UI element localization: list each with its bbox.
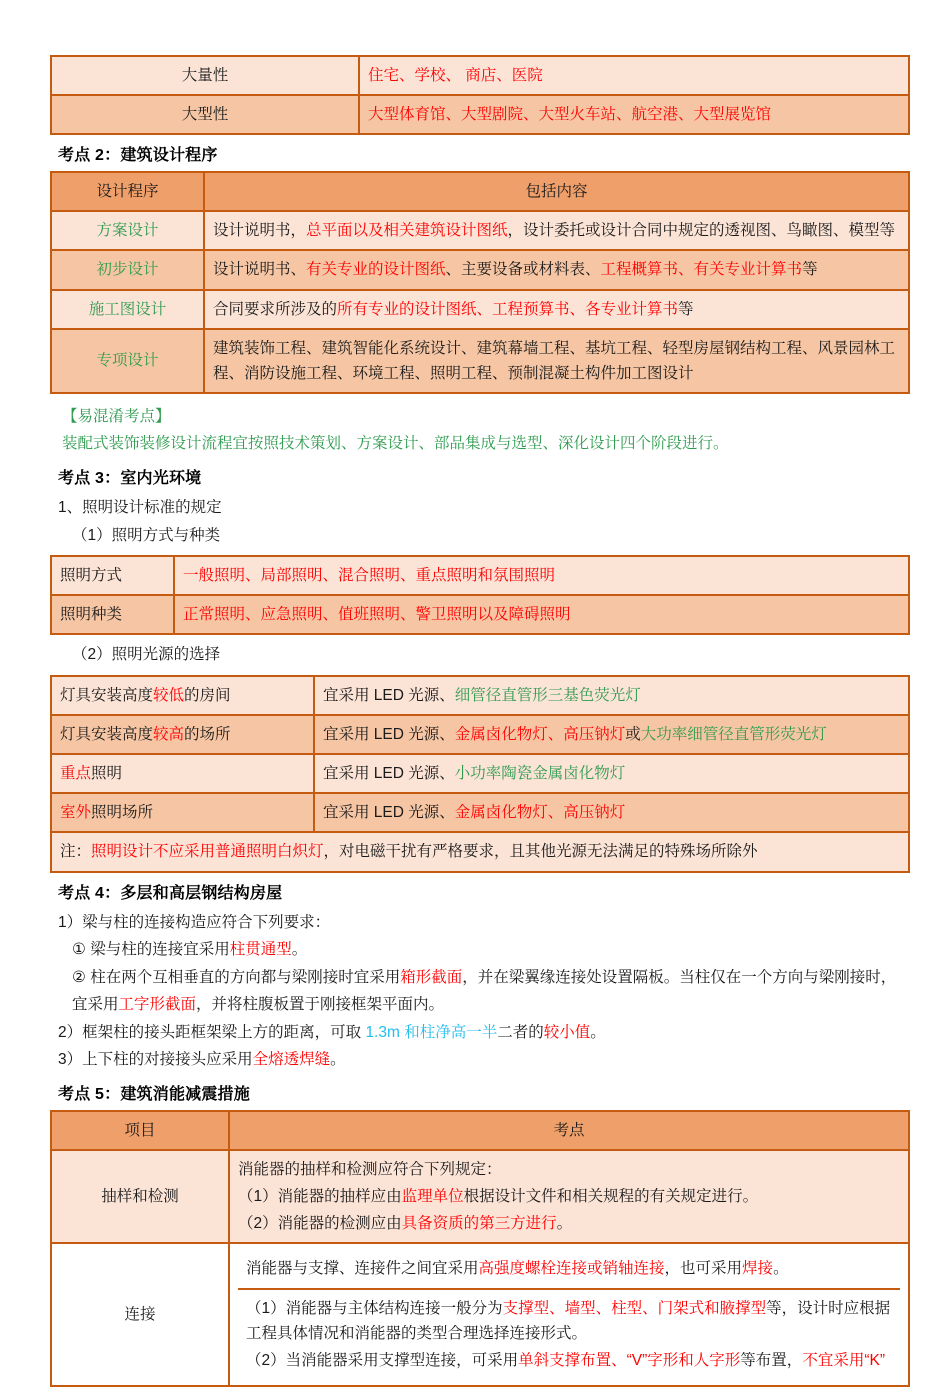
table-row [51, 1150, 909, 1243]
building-scale-table [50, 55, 910, 135]
light-source-label-accent: 重点照明 [51, 754, 314, 793]
light-source-label-low-mount: 灯具安装高度较低的房间 [51, 676, 314, 715]
procedure-label-special: 专项设计 [51, 329, 204, 393]
table-row [51, 250, 909, 289]
table-row [51, 329, 909, 393]
light-source-content-low-mount: 宜采用 LED 光源、细管径直管形三基色荧光灯 [314, 676, 909, 715]
lighting-mode-table [50, 555, 910, 635]
lighting-type-content: 正常照明、应急照明、值班照明、警卫照明以及障碍照明 [174, 595, 909, 634]
table-row [51, 715, 909, 754]
damper-content-sampling: 消能器的抽样和检测应符合下列规定： （1）消能器的抽样应由监理单位根据设计文件和相关规程的有关规定进行。 （2）消能器的检测应由具备资质的第三方进行。 [229, 1150, 909, 1243]
procedure-label-preliminary: 初步设计 [51, 250, 204, 289]
procedure-label-construction-drawing: 施工图设计 [51, 290, 204, 329]
table-row [51, 676, 909, 715]
spacer [50, 394, 910, 403]
column-header-procedure: 设计程序 [51, 172, 204, 211]
light-source-note: 注：照明设计不应采用普通照明白炽灯，对电磁干扰有严格要求，且其他光源无法满足的特殊场所除外 [51, 832, 909, 871]
procedure-content-scheme: 设计说明书，总平面以及相关建筑设计图纸，设计委托或设计合同中规定的透视图、鸟瞰图、模型等 [204, 211, 909, 250]
heading-kaodian-3: 考点 3：室内光环境 [58, 470, 202, 488]
steel-paragraph-5: 3）上下柱的对接接头应采用全熔透焊缝。 [58, 1051, 346, 1069]
column-header-exam-point: 考点 [229, 1111, 909, 1150]
steel-paragraph-4: 2）框架柱的接头距框架梁上方的距离，可取 1.3m 和柱净高一半二者的较小值。 [58, 1023, 606, 1041]
steel-paragraph-1: 1）梁与柱的连接构造应符合下列要求： [58, 913, 331, 931]
lighting-mode-table-body [51, 556, 909, 634]
design-procedure-table [50, 171, 910, 394]
light-source-content-accent: 宜采用 LED 光源、小功率陶瓷金属卤化物灯 [314, 754, 909, 793]
heading-kaodian-5: 考点 5：建筑消能减震措施 [58, 1086, 250, 1103]
damper-label-sampling: 抽样和检测 [51, 1150, 229, 1243]
table-row [51, 56, 909, 95]
light-source-table [50, 675, 910, 873]
table-row [51, 556, 909, 595]
damper-label-connection: 连接 [51, 1243, 229, 1385]
procedure-label-scheme: 方案设计 [51, 211, 204, 250]
scale-label-large: 大型性 [51, 95, 359, 134]
lighting-type-label: 照明种类 [51, 595, 174, 634]
procedure-content-construction-drawing: 合同要求所涉及的所有专业的设计图纸、工程预算书、各专业计算书等 [204, 290, 909, 329]
table-row [51, 754, 909, 793]
light-source-label-outdoor: 室外照明场所 [51, 793, 314, 832]
lighting-mode-label: 照明方式 [51, 556, 174, 595]
table-row [51, 290, 909, 329]
table-row [51, 1243, 909, 1385]
light-source-selection-line: （2）照明光源的选择 [72, 646, 221, 664]
light-source-table-body [51, 676, 909, 872]
confusable-points-text: 装配式装饰装修设计流程宜按照技术策划、方案设计、部品集成与选型、深化设计四个阶段进行。 [62, 435, 729, 453]
column-header-contents: 包括内容 [204, 172, 909, 211]
damper-measures-table [50, 1110, 910, 1387]
lighting-standard-line: 1、照明设计标准的规定 [58, 499, 222, 517]
steel-paragraph-2: ① 梁与柱的连接宜采用柱贯通型。 [72, 941, 308, 959]
steel-paragraph-3: ② 柱在两个互相垂直的方向都与梁刚接时宜采用箱形截面，并在梁翼缘连接处设置隔板。当柱仅在一个方向与梁刚接时，宜采用工字形截面，并将柱腹板置于刚接框架平面内。 [72, 968, 897, 1014]
scale-examples-large: 大型体育馆、大型剧院、大型火车站、航空港、大型展览馆 [359, 95, 909, 134]
heading-kaodian-2: 考点 2：建筑设计程序 [58, 147, 218, 165]
table-row [51, 793, 909, 832]
damper-content-connection: 消能器与支撑、连接件之间宜采用高强度螺栓连接或销轴连接，也可采用焊接。 （1）消能器与主体结构连接一般分为支撑型、墙型、柱型、门架式和腋撑型等，设计时应根据工程具体情况和消能器的类型合理选择连接形式。 （2）当消能器采用支撑型连接，可采用单斜支撑布置、“V”字形和人字形等布置，不宜采用“K” [229, 1243, 909, 1385]
building-scale-table-body [51, 56, 909, 134]
column-header-item: 项目 [51, 1111, 229, 1150]
lighting-mode-content: 一般照明、局部照明、混合照明、重点照明和氛围照明 [174, 556, 909, 595]
table-row-note [51, 832, 909, 871]
procedure-content-special: 建筑装饰工程、建筑智能化系统设计、建筑幕墙工程、基坑工程、轻型房屋钢结构工程、风景园林工程、消防设施工程、环境工程、照明工程、预制混凝土构件加工图设计 [204, 329, 909, 393]
light-source-content-high-mount: 宜采用 LED 光源、金属卤化物灯、高压钠灯或大功率细管径直管形荧光灯 [314, 715, 909, 754]
design-procedure-table-body [51, 172, 909, 393]
procedure-content-preliminary: 设计说明书、有关专业的设计图纸、主要设备或材料表、工程概算书、有关专业计算书等 [204, 250, 909, 289]
table-row [51, 95, 909, 134]
heading-kaodian-4: 考点 4：多层和高层钢结构房屋 [58, 884, 283, 902]
scale-examples-massive: 住宅、学校、 商店、医院 [359, 56, 909, 95]
light-source-content-outdoor: 宜采用 LED 光源、金属卤化物灯、高压钠灯 [314, 793, 909, 832]
damper-measures-table-body [51, 1111, 909, 1386]
table-row [51, 595, 909, 634]
table-header-row [51, 172, 909, 211]
lighting-mode-line: （1）照明方式与种类 [72, 526, 221, 544]
table-row [51, 211, 909, 250]
light-source-label-high-mount: 灯具安装高度较高的场所 [51, 715, 314, 754]
table-header-row [51, 1111, 909, 1150]
scale-label-massive: 大量性 [51, 56, 359, 95]
confusable-points-title: 【易混淆考点】 [62, 407, 171, 425]
